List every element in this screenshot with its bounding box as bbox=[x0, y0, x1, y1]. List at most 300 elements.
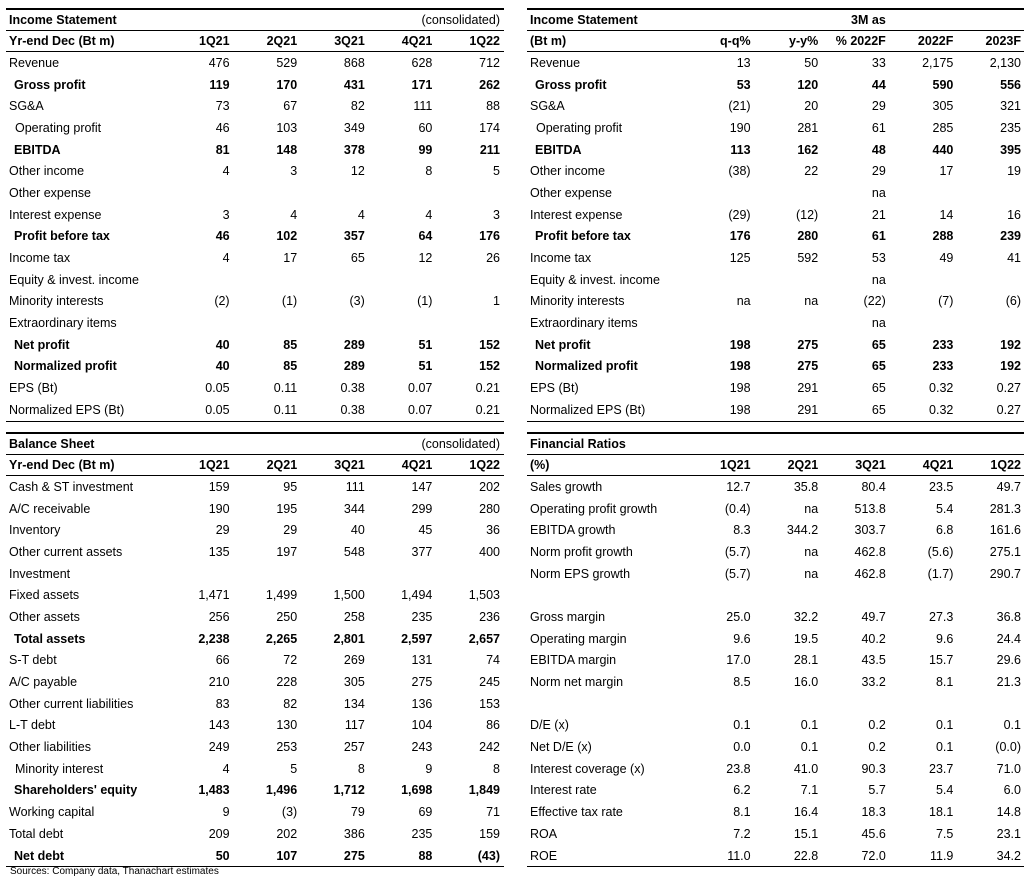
row-value: 85 bbox=[283, 337, 298, 352]
row-value: 19.5 bbox=[793, 631, 819, 646]
row-value: 868 bbox=[343, 55, 365, 70]
row-value: 17 bbox=[283, 251, 298, 266]
row-label: Interest expense bbox=[9, 207, 102, 222]
table-row bbox=[6, 758, 504, 780]
row-value: 136 bbox=[411, 696, 433, 711]
table-row bbox=[6, 476, 504, 498]
row-label: Operating profit bbox=[15, 120, 102, 135]
row-value bbox=[822, 693, 890, 715]
row-value: 99 bbox=[418, 142, 433, 157]
row-value: 2,238 bbox=[198, 631, 230, 646]
row-value: 209 bbox=[208, 826, 230, 841]
row-value: (5.6) bbox=[927, 544, 954, 559]
row-label: Investment bbox=[9, 566, 71, 581]
row-value: (0.0) bbox=[995, 740, 1021, 755]
row-value: 60 bbox=[418, 120, 433, 135]
table-row bbox=[527, 117, 1024, 139]
row-value bbox=[369, 312, 437, 334]
row-value: 29 bbox=[283, 523, 298, 538]
row-value: 590 bbox=[932, 77, 954, 92]
row-value: 250 bbox=[276, 609, 298, 624]
column-header: 1Q21 bbox=[166, 31, 234, 52]
row-value bbox=[234, 182, 302, 204]
row-value: 462.8 bbox=[854, 566, 886, 581]
row-value: 395 bbox=[1000, 142, 1021, 157]
table-title-spacer bbox=[890, 9, 1024, 31]
table-row bbox=[6, 519, 504, 541]
row-value: 176 bbox=[479, 229, 500, 244]
table-row bbox=[527, 95, 1024, 117]
row-label: Equity & invest. income bbox=[530, 272, 660, 287]
row-value: 90.3 bbox=[861, 761, 886, 776]
row-value: 8.1 bbox=[935, 675, 954, 690]
row-value: 49 bbox=[939, 251, 954, 266]
row-value: 14.8 bbox=[996, 805, 1021, 820]
row-value: 29 bbox=[871, 99, 886, 114]
row-value: 12 bbox=[418, 251, 433, 266]
row-value: 235 bbox=[411, 609, 433, 624]
row-value bbox=[822, 584, 890, 606]
row-value bbox=[369, 563, 437, 585]
row-value: 628 bbox=[411, 55, 433, 70]
row-value: 23.1 bbox=[996, 826, 1021, 841]
row-value: na bbox=[804, 566, 819, 581]
row-value: 257 bbox=[343, 740, 365, 755]
row-label: Operating profit bbox=[536, 120, 623, 135]
table-note bbox=[822, 433, 1024, 455]
row-value: 18.1 bbox=[929, 805, 954, 820]
table-row bbox=[6, 52, 504, 74]
table-row bbox=[527, 519, 1024, 541]
row-value: 5.4 bbox=[935, 501, 954, 516]
row-value: 29 bbox=[215, 523, 230, 538]
row-value: 102 bbox=[276, 229, 298, 244]
column-header: q-q% bbox=[687, 31, 755, 52]
row-value: 1,499 bbox=[265, 588, 298, 603]
table-header-row bbox=[527, 31, 1024, 52]
row-value bbox=[755, 584, 823, 606]
row-value: 71 bbox=[486, 805, 500, 820]
table-title-row bbox=[527, 9, 1024, 31]
table-row bbox=[6, 715, 504, 737]
row-value: 235 bbox=[411, 826, 433, 841]
balance-sheet-table bbox=[6, 432, 504, 867]
row-value bbox=[301, 563, 369, 585]
row-value: 15.1 bbox=[793, 826, 819, 841]
column-header: 1Q22 bbox=[957, 455, 1024, 476]
row-value: 174 bbox=[479, 120, 500, 135]
table-note: (consolidated) bbox=[301, 433, 504, 455]
row-value: 171 bbox=[411, 77, 433, 92]
row-value: 0.1 bbox=[800, 740, 819, 755]
row-value bbox=[687, 269, 755, 291]
table-row bbox=[6, 399, 504, 421]
column-header: 2Q21 bbox=[234, 31, 302, 52]
row-value: 61 bbox=[871, 120, 886, 135]
row-value: 40.2 bbox=[861, 631, 886, 646]
row-value: 65 bbox=[871, 381, 886, 396]
row-value: 48 bbox=[871, 142, 886, 157]
row-value: 85 bbox=[283, 359, 298, 374]
row-value: 40 bbox=[350, 523, 365, 538]
row-value bbox=[957, 182, 1024, 204]
row-value: 3 bbox=[493, 207, 500, 222]
row-label: Profit before tax bbox=[535, 229, 631, 244]
row-label: Total assets bbox=[14, 631, 86, 646]
table-title-row bbox=[6, 9, 504, 31]
row-label: S-T debt bbox=[9, 653, 57, 668]
row-value: (1) bbox=[281, 294, 298, 309]
row-value: 7.1 bbox=[800, 783, 819, 798]
row-label: Net profit bbox=[14, 337, 70, 352]
row-value: 6.2 bbox=[733, 783, 751, 798]
row-value: 9.6 bbox=[733, 631, 751, 646]
row-value: na bbox=[871, 185, 886, 200]
table-row bbox=[6, 139, 504, 161]
table-row bbox=[527, 291, 1024, 313]
table-row bbox=[6, 801, 504, 823]
table-note: (consolidated) bbox=[301, 9, 504, 31]
column-header-label: (Bt m) bbox=[527, 31, 687, 52]
row-value bbox=[234, 563, 302, 585]
row-value: 4 bbox=[222, 761, 230, 776]
row-value bbox=[687, 584, 755, 606]
table-row bbox=[527, 584, 1024, 606]
row-value bbox=[687, 182, 755, 204]
row-value: 130 bbox=[276, 718, 298, 733]
row-value: 74 bbox=[486, 653, 500, 668]
table-row bbox=[6, 226, 504, 248]
row-value: 36.8 bbox=[996, 609, 1021, 624]
row-label: Gross margin bbox=[530, 609, 606, 624]
row-value bbox=[166, 563, 234, 585]
row-label: EBITDA bbox=[14, 142, 61, 157]
row-value: 88 bbox=[486, 99, 500, 114]
row-value: 9 bbox=[425, 761, 433, 776]
row-value: 53 bbox=[871, 251, 886, 266]
row-label: Minority interests bbox=[530, 294, 625, 309]
row-value: 25.0 bbox=[726, 609, 751, 624]
row-value: 400 bbox=[479, 544, 500, 559]
row-value: (0.4) bbox=[724, 501, 751, 516]
row-label: Shareholders' equity bbox=[14, 783, 138, 798]
row-value: 36 bbox=[486, 523, 500, 538]
table-title-row bbox=[527, 433, 1024, 455]
row-label: A/C payable bbox=[9, 675, 78, 690]
table-row bbox=[6, 204, 504, 226]
row-value: 33 bbox=[871, 55, 886, 70]
row-value: 0.1 bbox=[935, 718, 954, 733]
row-value: 235 bbox=[1000, 120, 1021, 135]
row-value: 3 bbox=[290, 164, 298, 179]
table-row bbox=[6, 160, 504, 182]
row-value: 153 bbox=[479, 696, 500, 711]
row-label: EBITDA bbox=[535, 142, 582, 157]
row-value: 46 bbox=[215, 120, 230, 135]
row-value: 303.7 bbox=[854, 523, 886, 538]
row-value: 53 bbox=[736, 77, 751, 92]
row-value: 2,130 bbox=[989, 55, 1021, 70]
row-value: 0.05 bbox=[166, 399, 234, 421]
row-label: Operating margin bbox=[530, 631, 627, 646]
row-value: 289 bbox=[343, 359, 365, 374]
table-row bbox=[6, 247, 504, 269]
row-value: na bbox=[804, 294, 819, 309]
row-label: Norm net margin bbox=[530, 675, 624, 690]
row-value: 24.4 bbox=[996, 631, 1021, 646]
row-value: 0.2 bbox=[868, 740, 886, 755]
table-row bbox=[527, 541, 1024, 563]
income-statement-quarterly-table bbox=[6, 8, 504, 422]
row-value: 1,503 bbox=[468, 588, 500, 603]
row-value: 104 bbox=[411, 718, 433, 733]
row-value: 280 bbox=[479, 501, 500, 516]
row-value: 476 bbox=[208, 55, 230, 70]
row-label: Revenue bbox=[9, 55, 60, 70]
row-value: 0.11 bbox=[234, 399, 302, 421]
row-value bbox=[436, 312, 504, 334]
row-label: A/C receivable bbox=[9, 501, 91, 516]
row-value: 4 bbox=[425, 207, 433, 222]
row-value: 16.4 bbox=[793, 805, 819, 820]
row-label bbox=[527, 693, 687, 715]
row-value: 45.6 bbox=[861, 826, 886, 841]
table-row bbox=[527, 139, 1024, 161]
financial-ratios-panel bbox=[527, 432, 1024, 867]
table-row bbox=[6, 693, 504, 715]
table-row bbox=[527, 226, 1024, 248]
row-value: 0.1 bbox=[935, 740, 954, 755]
row-value: 152 bbox=[479, 337, 500, 352]
row-label: Inventory bbox=[9, 523, 61, 538]
row-value: 8 bbox=[493, 761, 500, 776]
row-value: 197 bbox=[276, 544, 298, 559]
row-value: 66 bbox=[215, 653, 230, 668]
row-value: 0.11 bbox=[273, 381, 298, 396]
table-row bbox=[527, 312, 1024, 334]
row-value: 321 bbox=[1000, 99, 1021, 114]
row-value: 27.3 bbox=[929, 609, 954, 624]
row-value: 210 bbox=[208, 675, 230, 690]
table-row bbox=[6, 334, 504, 356]
row-label bbox=[527, 584, 687, 606]
table-row bbox=[6, 823, 504, 845]
row-value: 291 bbox=[755, 399, 823, 421]
row-value: 7.2 bbox=[733, 826, 751, 841]
row-value: 12 bbox=[350, 164, 365, 179]
row-label: L-T debt bbox=[9, 718, 56, 733]
table-row bbox=[527, 845, 1024, 867]
row-value: 0.2 bbox=[868, 718, 886, 733]
row-value: 275.1 bbox=[989, 544, 1021, 559]
row-label: Other current assets bbox=[9, 544, 123, 559]
table-row bbox=[6, 117, 504, 139]
row-label: Cash & ST investment bbox=[9, 479, 134, 494]
row-value: 16 bbox=[1007, 207, 1021, 222]
row-value: 9 bbox=[222, 805, 230, 820]
row-label: EPS (Bt) bbox=[530, 381, 579, 396]
row-value: 357 bbox=[343, 229, 365, 244]
table-row bbox=[527, 247, 1024, 269]
row-value: 275 bbox=[797, 359, 819, 374]
row-value: na bbox=[804, 501, 819, 516]
row-value: 12.7 bbox=[726, 479, 751, 494]
table-row bbox=[527, 758, 1024, 780]
table-row bbox=[6, 356, 504, 378]
row-value: 0.27 bbox=[957, 399, 1024, 421]
row-value: 289 bbox=[343, 337, 365, 352]
row-value: 23.7 bbox=[929, 761, 954, 776]
row-value bbox=[890, 182, 958, 204]
table-row bbox=[527, 628, 1024, 650]
row-value: 82 bbox=[283, 696, 298, 711]
row-label: EBITDA growth bbox=[530, 523, 616, 538]
row-value: (5.7) bbox=[724, 566, 751, 581]
row-label: Normalized profit bbox=[14, 359, 117, 374]
row-value: 22 bbox=[804, 164, 819, 179]
row-value: 256 bbox=[208, 609, 230, 624]
row-label: SG&A bbox=[530, 99, 565, 114]
row-value: 1,698 bbox=[401, 783, 433, 798]
row-label: Net D/E (x) bbox=[530, 740, 592, 755]
row-value: 275 bbox=[301, 845, 369, 867]
row-label: Normalized EPS (Bt) bbox=[6, 399, 166, 421]
column-header: 1Q22 bbox=[436, 31, 504, 52]
row-value bbox=[166, 182, 234, 204]
row-value: (22) bbox=[863, 294, 886, 309]
row-value: 9.6 bbox=[935, 631, 954, 646]
row-value: (2) bbox=[214, 294, 230, 309]
column-header: 1Q22 bbox=[436, 455, 504, 476]
table-row bbox=[527, 204, 1024, 226]
row-value: 285 bbox=[932, 120, 954, 135]
row-value: 281.3 bbox=[989, 501, 1021, 516]
table-row bbox=[527, 563, 1024, 585]
row-value: 288 bbox=[932, 229, 954, 244]
row-value: 49.7 bbox=[996, 479, 1021, 494]
row-value: 170 bbox=[276, 77, 298, 92]
row-value: 8 bbox=[357, 761, 365, 776]
row-label: Norm profit growth bbox=[530, 544, 633, 559]
row-value: 14 bbox=[939, 207, 954, 222]
column-header-label: Yr-end Dec (Bt m) bbox=[6, 31, 166, 52]
row-label: Working capital bbox=[9, 805, 95, 820]
row-value: 17 bbox=[939, 164, 954, 179]
row-value: (1) bbox=[417, 294, 433, 309]
table-row bbox=[6, 650, 504, 672]
row-value: 0.1 bbox=[800, 718, 819, 733]
column-header: 2Q21 bbox=[234, 455, 302, 476]
column-header: 2Q21 bbox=[755, 455, 823, 476]
row-value: 190 bbox=[729, 120, 751, 135]
row-value: 125 bbox=[729, 251, 751, 266]
row-value: 349 bbox=[343, 120, 365, 135]
row-value bbox=[890, 269, 958, 291]
row-value: 228 bbox=[276, 675, 298, 690]
row-label: Interest rate bbox=[530, 783, 597, 798]
row-value: 147 bbox=[411, 479, 433, 494]
row-label: Other assets bbox=[9, 609, 80, 624]
row-value: 20 bbox=[804, 99, 819, 114]
row-value: 73 bbox=[215, 99, 230, 114]
row-label: Income tax bbox=[9, 251, 71, 266]
table-row bbox=[6, 95, 504, 117]
table-row bbox=[527, 160, 1024, 182]
row-value: 40 bbox=[215, 337, 230, 352]
row-value: 233 bbox=[932, 359, 954, 374]
table-row bbox=[6, 74, 504, 96]
row-value: (12) bbox=[795, 207, 819, 222]
row-value: 119 bbox=[209, 77, 230, 92]
row-value: 0.38 bbox=[340, 381, 365, 396]
row-value: 462.8 bbox=[854, 544, 886, 559]
row-value: 195 bbox=[276, 501, 298, 516]
row-value: 111 bbox=[345, 479, 365, 494]
row-value: 0.1 bbox=[733, 718, 751, 733]
row-value: 21 bbox=[871, 207, 886, 222]
row-value: 111 bbox=[413, 99, 433, 114]
row-value: 253 bbox=[276, 740, 298, 755]
row-value bbox=[755, 312, 823, 334]
column-header-label: (%) bbox=[527, 455, 687, 476]
row-value: 117 bbox=[344, 718, 365, 733]
row-label: EPS (Bt) bbox=[9, 381, 58, 396]
row-value: 0.27 bbox=[996, 381, 1021, 396]
row-value: 0.05 bbox=[205, 381, 230, 396]
row-value: 29 bbox=[871, 164, 886, 179]
row-value: 198 bbox=[729, 359, 751, 374]
row-value: 51 bbox=[418, 337, 433, 352]
row-value: 23.8 bbox=[726, 761, 751, 776]
row-value bbox=[369, 269, 437, 291]
column-header: 1Q21 bbox=[166, 455, 234, 476]
row-value: 88 bbox=[369, 845, 437, 867]
row-value: 299 bbox=[411, 501, 433, 516]
row-value: 45 bbox=[418, 523, 433, 538]
row-value: 190 bbox=[208, 501, 230, 516]
table-title-row bbox=[6, 433, 504, 455]
row-value: 245 bbox=[479, 675, 500, 690]
table-row bbox=[527, 498, 1024, 520]
row-label: Other liabilities bbox=[9, 740, 91, 755]
row-value: 344 bbox=[343, 501, 365, 516]
row-value: 8.3 bbox=[733, 523, 751, 538]
row-value: 0.1 bbox=[1003, 718, 1021, 733]
row-value: 82 bbox=[350, 99, 365, 114]
table-row bbox=[6, 628, 504, 650]
row-value bbox=[957, 269, 1024, 291]
financial-ratios-table bbox=[527, 432, 1024, 867]
row-label: Other income bbox=[9, 164, 85, 179]
row-value: 71.0 bbox=[996, 761, 1021, 776]
row-value: 529 bbox=[276, 55, 298, 70]
row-value: 131 bbox=[411, 653, 433, 668]
row-value: (43) bbox=[436, 845, 504, 867]
row-value: 120 bbox=[797, 77, 819, 92]
row-value: 1,471 bbox=[198, 588, 230, 603]
row-value: 83 bbox=[215, 696, 230, 711]
row-value: 291 bbox=[797, 381, 819, 396]
row-value: 5.4 bbox=[935, 783, 954, 798]
table-note: 3M as bbox=[822, 9, 890, 31]
table-row bbox=[527, 693, 1024, 715]
row-value: 79 bbox=[350, 805, 365, 820]
table-header-row bbox=[527, 455, 1024, 476]
row-value: 81 bbox=[215, 142, 230, 157]
row-value: 176 bbox=[729, 229, 751, 244]
column-header-label: Yr-end Dec (Bt m) bbox=[6, 455, 166, 476]
row-value: 1,712 bbox=[333, 783, 365, 798]
